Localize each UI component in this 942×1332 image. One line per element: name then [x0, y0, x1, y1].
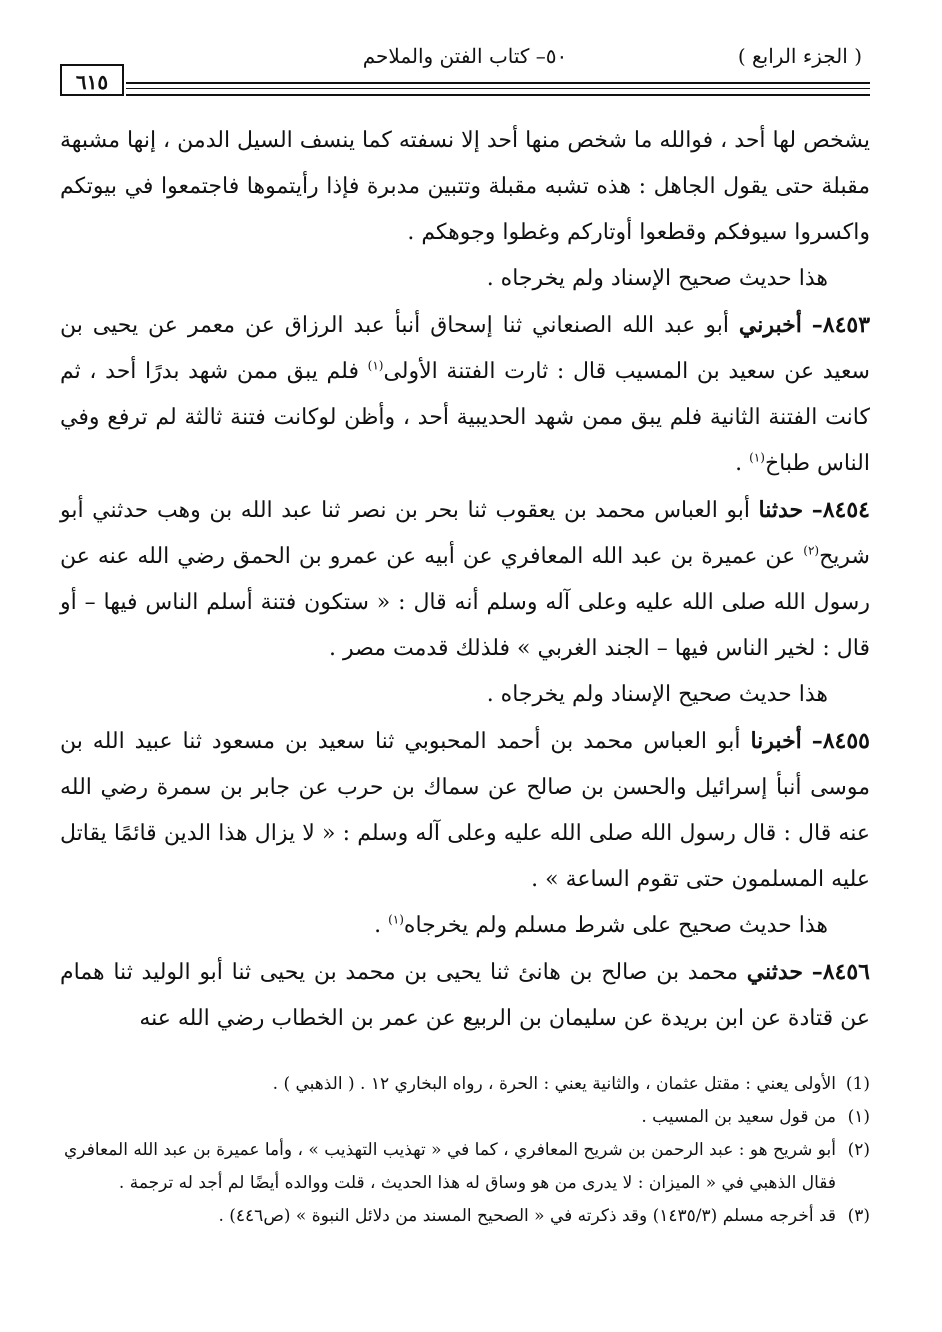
hadith-8455 — [60, 718, 870, 903]
footnote-ref: (١) — [749, 450, 765, 465]
hadith-number: ٨٤٥٥– — [811, 728, 870, 754]
hadith-text: أبو عبد الله الصنعاني ثنا إسحاق أنبأ عبد الرزاق عن معمر عن يحيى بن سعيد عن سعيد بن المسيب قال : ثارت الفتنة الأولى — [60, 313, 870, 384]
footnote-ref: (١) — [367, 358, 384, 373]
volume-label: ( الجزء الرابع ) — [737, 44, 862, 68]
hadith-8454 — [60, 487, 870, 672]
footnote-text: من قول سعيد بن المسيب . — [641, 1107, 836, 1127]
main-text — [60, 118, 870, 1042]
hadith-text: عن عميرة بن عبد الله المعافري عن أبيه عن عمرو بن الحمق رضي الله عنه عن رسول الله صلى الله عليه وعلى آله وسلم أنه قال : « ستكون فتنة أسلم الناس فيها – أو قال : لخير الناس فيها – الجند الغربي » فلذلك قدمت مصر . — [60, 544, 870, 661]
header-rule — [126, 88, 870, 89]
footnote — [60, 1101, 870, 1134]
hadith-verb: أخبرنا — [750, 728, 802, 754]
hadith-text: محمد بن صالح بن هانئ ثنا يحيى بن محمد بن يحيى ثنا أبو الوليد ثنا همام عن قتادة عن ابن بريدة عن سليمان بن الربيع عن عمر بن الخطاب رضي الله عنه — [60, 960, 870, 1031]
hadith-verb: حدثني — [746, 959, 804, 985]
footnotes — [60, 1068, 870, 1233]
footnote-mark: (١) — [847, 1107, 870, 1127]
grading-note — [60, 256, 870, 302]
page-number: ٦١٥ — [60, 64, 124, 96]
footnote-ref: (١) — [388, 912, 404, 927]
hadith-verb: حدثنا — [758, 497, 804, 523]
footnote-text: الأولى يعني : مقتل عثمان ، والثانية يعني : الحرة ، رواه البخاري ١٢ . ( الذهبي ) . — [272, 1074, 836, 1094]
hadith-8456 — [60, 949, 870, 1042]
footnote-text: قد أخرجه مسلم (١٤٣٥/٣) وقد ذكرته في « الصحيح المسند من دلائل النبوة » (ص٤٤٦) . — [218, 1206, 836, 1226]
chapter-title: ٥٠– كتاب الفتن والملاحم — [362, 44, 568, 68]
footnote-text: أبو شريح هو : عبد الرحمن بن شريح المعافري ، كما في « تهذيب التهذيب » ، وأما عميرة بن عبد الله المعافري فقال الذهبي في « الميزان : لا يدرى من هو وساق له هذا الحديث ، قلت ووالده أيضًا لم أجد له ترجمة . — [64, 1140, 836, 1193]
grading-text: هذا حديث صحيح على شرط مسلم ولم يخرجاه — [403, 913, 828, 938]
hadith-8453 — [60, 302, 870, 487]
book-page — [60, 30, 870, 1233]
footnote — [60, 1134, 870, 1200]
hadith-text: فلم يبق ممن شهد بدرًا أحد ، ثم كانت الفتنة الثانية فلم يبق ممن شهد الحديبية أحد ، وأظن لوكانت فتنة ثالثة لم ترفع وفي الناس طباخ — [60, 359, 870, 476]
grading-note — [60, 903, 870, 949]
grading-note — [60, 672, 870, 718]
hadith-text: أبو العباس محمد بن أحمد المحبوبي ثنا سعيد بن مسعود ثنا عبيد الله بن موسى أنبأ إسرائيل والحسن بن صالح عن سماك بن حرب عن جابر بن سمرة رضي الله عنه قال : قال رسول الله صلى الله عليه وعلى آله وسلم : « لا يزال هذا الدين قائمًا يقاتل عليه المسلمون حتى تقوم الساعة » . — [60, 729, 870, 892]
page-header — [60, 30, 870, 100]
hadith-number: ٨٤٥٦– — [811, 959, 870, 985]
header-rule — [126, 94, 870, 96]
hadith-text: . — [735, 451, 750, 476]
footnote — [60, 1200, 870, 1233]
paragraph-text: يشخص لها أحد ، فوالله ما شخص منها أحد إلا نسفته كما ينسف السيل الدمن ، إنها مشبهة مقبلة حتى يقول الجاهل : هذه تشبه مقبلة وتتبين مدبرة فإذا رأيتموها فاجتمعوا في بيوتكم واكسروا سيوفكم وقطعوا أوتاركم وغطوا وجوهكم . — [60, 128, 870, 245]
footnote-mark: (1) — [845, 1074, 870, 1094]
footnote-ref: (٢) — [803, 543, 820, 558]
footnote — [60, 1068, 870, 1101]
hadith-verb: أخبرني — [738, 312, 802, 338]
hadith-number: ٨٤٥٣– — [811, 312, 871, 338]
grading-text: هذا حديث صحيح الإسناد ولم يخرجاه . — [486, 682, 828, 707]
grading-text: هذا حديث صحيح الإسناد ولم يخرجاه . — [486, 266, 828, 291]
hadith-number: ٨٤٥٤– — [811, 497, 870, 523]
paragraph — [60, 118, 870, 256]
footnote-mark: (٢) — [847, 1140, 870, 1160]
hadith-text: أبو العباس محمد بن يعقوب ثنا بحر بن نصر ثنا عبد الله بن وهب حدثني أبو شريح — [60, 498, 870, 569]
header-rule — [126, 82, 870, 84]
grading-text: . — [374, 913, 389, 938]
footnote-mark: (٣) — [847, 1206, 870, 1226]
